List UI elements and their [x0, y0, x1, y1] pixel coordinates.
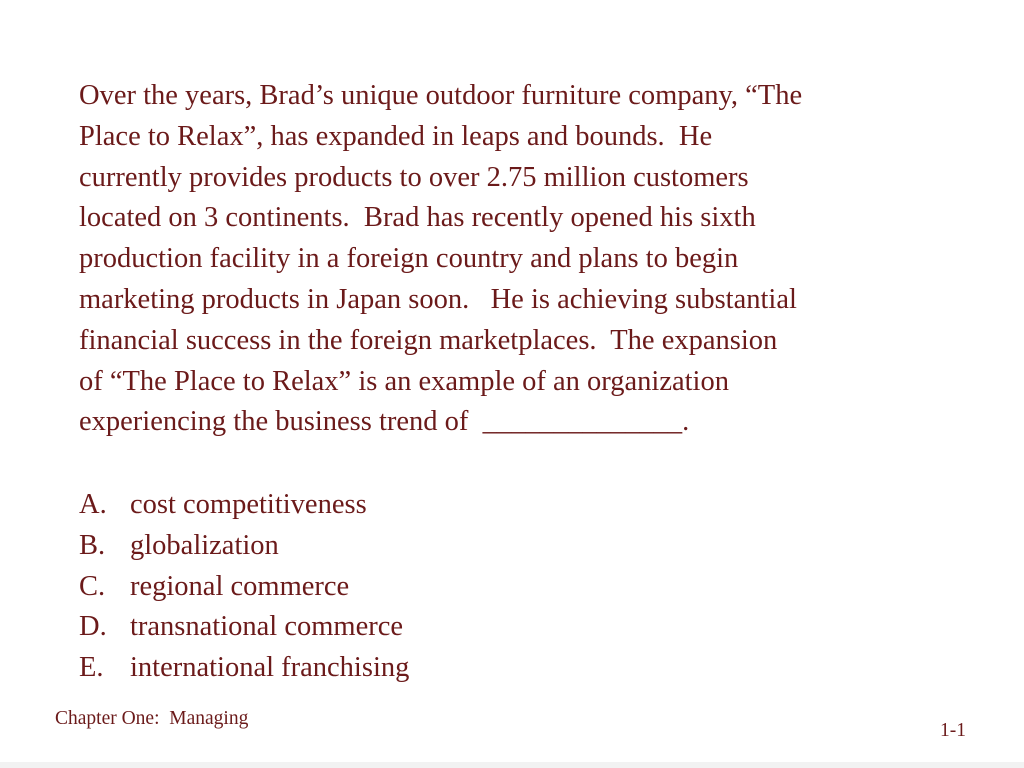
question-text [79, 76, 959, 443]
answer-options [79, 485, 959, 689]
slide-number: 1-1 [940, 720, 966, 741]
option-letter: C. [79, 570, 106, 602]
chapter-footer: Chapter One: Managing [55, 708, 249, 729]
answer-option-b [79, 526, 959, 567]
option-letter: A. [79, 489, 107, 520]
answer-option-e [79, 648, 959, 689]
question-line: financial success in the foreign marketplaces. The expansion [79, 324, 778, 356]
option-text: globalization [130, 529, 279, 561]
option-text: regional commerce [130, 570, 350, 602]
answer-option-a [79, 485, 959, 526]
option-letter: B. [79, 529, 106, 561]
option-letter: E. [79, 652, 104, 684]
question-line: production facility in a foreign country and plans to begin [79, 243, 739, 275]
answer-option-d [79, 607, 959, 648]
question-line: Over the years, Brad’s unique outdoor furniture company, “The [79, 80, 803, 111]
question-line: experiencing the business trend of ______________. [79, 406, 690, 438]
question-line: currently provides products to over 2.75 million customers [79, 161, 749, 193]
question-line: located on 3 continents. Brad has recently opened his sixth [79, 202, 756, 234]
question-line: Place to Relax”, has expanded in leaps and bounds. He [79, 120, 713, 152]
bottom-divider [0, 762, 1024, 768]
option-text: transnational commerce [130, 611, 404, 643]
option-text: cost competitiveness [130, 489, 367, 520]
option-letter: D. [79, 611, 107, 643]
option-text: international franchising [130, 652, 410, 684]
question-line: of “The Place to Relax” is an example of an organization [79, 365, 729, 397]
question-line: marketing products in Japan soon. He is achieving substantial [79, 283, 797, 315]
answer-option-c [79, 567, 959, 608]
